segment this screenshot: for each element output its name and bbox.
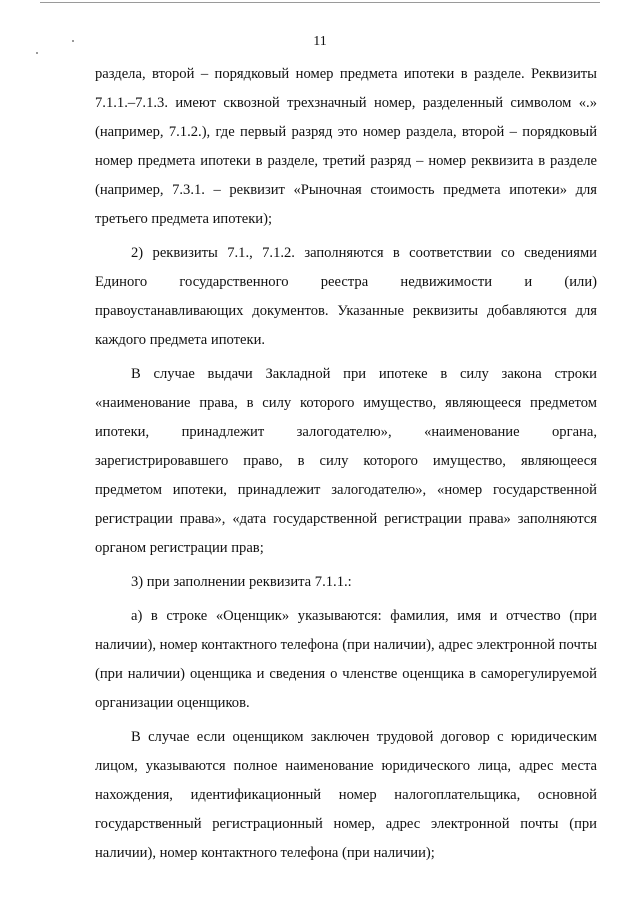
scan-artifact-top (40, 2, 600, 3)
paragraph-2-line-1: 2) реквизиты 7.1., 7.1.2. заполняются в соответствии со сведениями Единого государственного реестра недвижимости и (или) (95, 245, 597, 290)
paragraph-2-line-2: правоустанавливающих документов. Указанные реквизиты добавляются для каждого предмета ипотеки. (95, 303, 597, 348)
page-number: 11 (313, 34, 327, 49)
paragraph-3: В случае выдачи Закладной при ипотеке в силу закона строки «наименование права, в силу которого имущество, являющееся предметом ипотеки, принадлежит залогодателю», «наименование органа, зарегистрировавшего право, в силу которого имущество, являющееся предметом ипотеки, принадлежит залогодателю», «номер государственной регистрации права», «дата государственной регистрации права» заполняются органом регистрации прав; (95, 366, 597, 556)
paragraph-4: 3) при заполнении реквизита 7.1.1.: (131, 574, 352, 590)
paragraph-1: раздела, второй – порядковый номер предмета ипотеки в разделе. Реквизиты 7.1.1.–7.1.3. имеют сквозной трехзначный номер, разделенный символом «.» (например, 7.1.2.), где первый разряд это номер раздела, второй – порядковый номер предмета ипотеки в разделе, третий разряд – номер реквизита в разделе (например, 7.3.1. – реквизит «Рыночная стоимость предмета ипотеки» для третьего предмета ипотеки); (95, 66, 597, 227)
scan-artifact-dot-1 (36, 52, 38, 54)
paragraph-6: В случае если оценщиком заключен трудовой договор с юридическим лицом, указываются полное наименование юридического лица, адрес места нахождения, идентификационный номер налогоплательщика, основной государственный регистрационный номер, адрес электронной почты (при наличии), номер контактного телефона (при наличии); (95, 729, 597, 861)
paragraph-5: а) в строке «Оценщик» указываются: фамилия, имя и отчество (при наличии), номер контактного телефона (при наличии), адрес электронной почты (при наличии) оценщика и сведения о членстве оценщика в саморегулируемой организации оценщиков. (95, 608, 597, 711)
document-body (95, 60, 597, 868)
